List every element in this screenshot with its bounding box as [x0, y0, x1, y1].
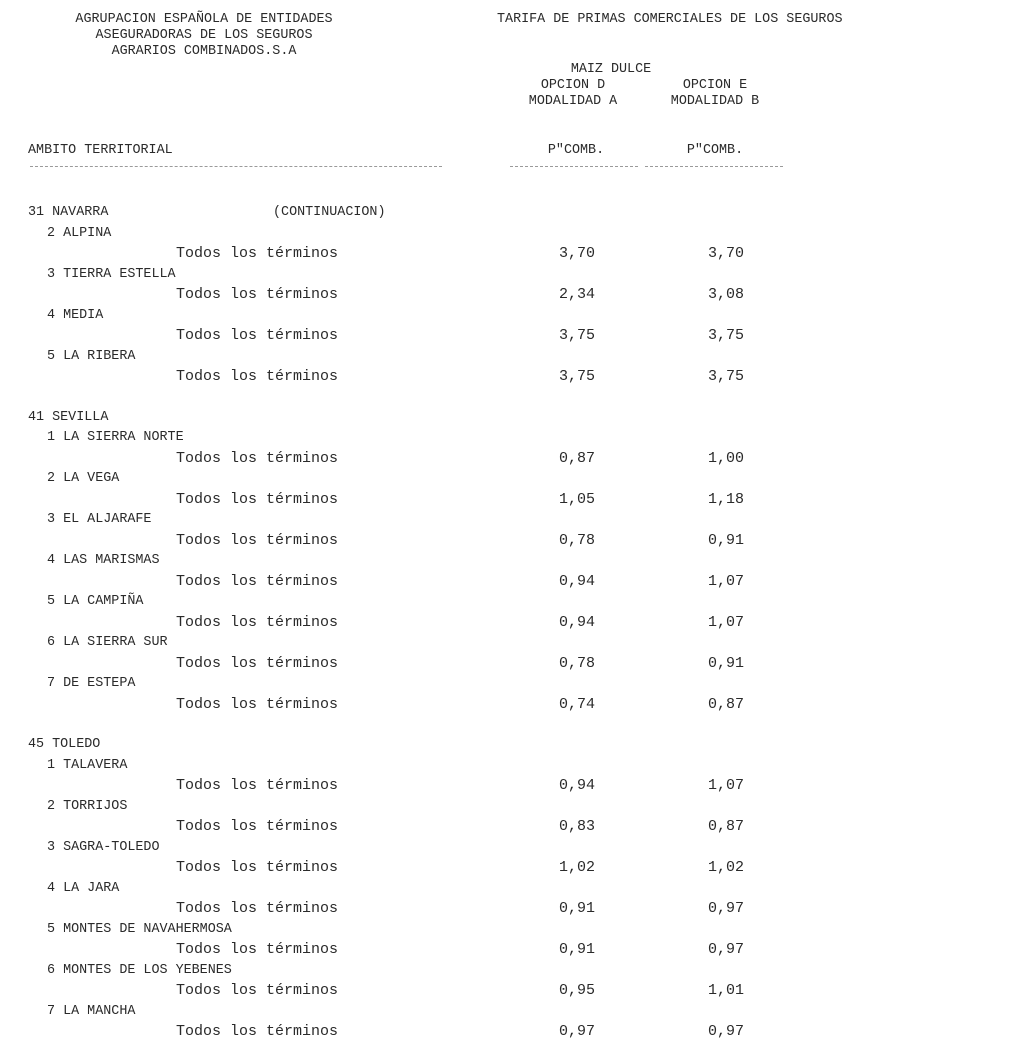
comarca-name: 6 LA SIERRA SUR — [47, 635, 168, 650]
org-line-3: AGRARIOS COMBINADOS.S.A — [111, 44, 297, 59]
term-row — [0, 326, 1022, 347]
comarca-name: 1 TALAVERA — [47, 757, 128, 773]
comarca-name: 5 MONTES DE NAVAHERMOSA — [47, 921, 232, 937]
term-row — [0, 285, 1022, 306]
province-name: 31 NAVARRA — [28, 205, 109, 220]
comarca-row — [0, 756, 1022, 777]
term-label: Todos los términos — [176, 818, 339, 835]
comarca-row — [0, 592, 1022, 613]
term-row — [0, 776, 1022, 797]
org-line-1: AGRUPACION ESPAÑOLA DE ENTIDADES — [75, 12, 333, 27]
premium-value-a: 0,83 — [558, 818, 595, 835]
comarca-name: 2 ALPINA — [47, 225, 112, 241]
term-row — [0, 817, 1022, 838]
comarca-name: 3 TIERRA ESTELLA — [47, 266, 176, 282]
premium-value-b: 1,07 — [707, 777, 744, 794]
comarca-name: 1 LA SIERRA NORTE — [47, 430, 184, 445]
term-row — [0, 940, 1022, 961]
comarca-name: 7 LA MANCHA — [47, 1003, 136, 1019]
premium-value-b: 3,75 — [707, 327, 744, 344]
comarca-row — [0, 306, 1022, 327]
premium-value-a: 0,94 — [558, 572, 595, 590]
comarca-row — [0, 879, 1022, 900]
premium-value-a: 0,74 — [558, 695, 595, 713]
term-row — [0, 449, 1022, 470]
org-line-2: ASEGURADORAS DE LOS SEGUROS — [95, 28, 313, 43]
column-a-header: P"COMB. — [547, 143, 605, 158]
column-b-header: P"COMB. — [686, 143, 744, 158]
tariff-table — [0, 203, 1022, 1043]
term-label: Todos los términos — [176, 695, 339, 713]
comarca-name: 3 EL ALJARAFE — [47, 512, 152, 527]
premium-value-b: 0,87 — [707, 818, 744, 835]
premium-value-b: 0,97 — [707, 1023, 744, 1040]
comarca-row — [0, 961, 1022, 982]
term-row — [0, 858, 1022, 879]
term-label: Todos los términos — [176, 777, 339, 794]
comarca-row — [0, 633, 1022, 654]
premium-value-a: 0,78 — [558, 654, 595, 672]
comarca-name: 3 SAGRA-TOLEDO — [47, 839, 160, 855]
premium-value-a: 0,97 — [558, 1023, 595, 1040]
premium-value-b: 1,01 — [707, 982, 744, 999]
premium-value-b: 1,02 — [707, 859, 744, 876]
term-row — [0, 695, 1022, 716]
column-a-option: OPCION D — [540, 78, 606, 93]
term-row — [0, 613, 1022, 634]
premium-value-a: 0,91 — [558, 941, 595, 958]
premium-value-b: 0,91 — [707, 654, 744, 672]
comarca-row — [0, 674, 1022, 695]
comarca-row — [0, 265, 1022, 286]
premium-value-a: 0,94 — [558, 777, 595, 794]
term-label: Todos los términos — [176, 982, 339, 999]
term-label: Todos los términos — [176, 572, 339, 590]
column-b-heading — [645, 78, 785, 110]
term-row — [0, 490, 1022, 511]
term-label: Todos los términos — [176, 490, 339, 508]
premium-value-b: 3,75 — [707, 368, 744, 385]
premium-value-a: 0,95 — [558, 982, 595, 999]
comarca-row — [0, 469, 1022, 490]
premium-value-a: 0,78 — [558, 531, 595, 549]
premium-value-a: 2,34 — [558, 286, 595, 303]
term-row — [0, 981, 1022, 1002]
organization-header — [18, 12, 390, 60]
premium-value-a: 1,05 — [558, 490, 595, 508]
term-label: Todos los términos — [176, 941, 339, 958]
premium-value-b: 0,91 — [707, 531, 744, 549]
comarca-row — [0, 347, 1022, 368]
premium-value-b: 0,87 — [707, 695, 744, 713]
section-spacer — [0, 715, 1022, 735]
term-label: Todos los términos — [176, 449, 339, 467]
premium-value-a: 0,94 — [558, 613, 595, 631]
term-label: Todos los términos — [176, 900, 339, 917]
header-divider — [510, 166, 638, 167]
comarca-name: 2 LA VEGA — [47, 471, 120, 486]
province-row — [0, 408, 1022, 429]
term-label: Todos los términos — [176, 1023, 339, 1040]
comarca-row — [0, 428, 1022, 449]
province-row — [0, 203, 1022, 224]
comarca-name: 6 MONTES DE LOS YEBENES — [47, 962, 232, 978]
comarca-name: 5 LA RIBERA — [47, 348, 136, 364]
comarca-name: 2 TORRIJOS — [47, 798, 128, 814]
comarca-row — [0, 551, 1022, 572]
product-name: MAIZ DULCE — [570, 62, 652, 77]
comarca-row — [0, 224, 1022, 245]
term-label: Todos los términos — [176, 613, 339, 631]
premium-value-a: 1,02 — [558, 859, 595, 876]
province-name: 41 SEVILLA — [28, 409, 109, 425]
term-label: Todos los términos — [176, 531, 339, 549]
territory-column-header: AMBITO TERRITORIAL — [28, 143, 173, 158]
comarca-name: 4 MEDIA — [47, 307, 104, 323]
premium-value-b: 1,18 — [707, 490, 744, 508]
comarca-name: 5 LA CAMPIÑA — [47, 594, 144, 609]
comarca-row — [0, 797, 1022, 818]
section-spacer — [0, 388, 1022, 408]
header-divider — [645, 166, 783, 167]
premium-value-b: 1,07 — [707, 613, 744, 631]
term-row — [0, 1022, 1022, 1043]
premium-value-b: 1,00 — [707, 449, 744, 467]
province-name: 45 TOLEDO — [28, 737, 101, 752]
term-label: Todos los términos — [176, 327, 339, 344]
continuation-note: (CONTINUACION) — [273, 205, 386, 220]
comarca-row — [0, 920, 1022, 941]
term-label: Todos los términos — [176, 286, 339, 303]
premium-value-a: 0,87 — [558, 449, 595, 467]
premium-value-a: 3,75 — [558, 368, 595, 385]
comarca-row — [0, 510, 1022, 531]
comarca-name: 4 LA JARA — [47, 880, 120, 896]
term-row — [0, 654, 1022, 675]
premium-value-b: 3,70 — [707, 245, 744, 262]
premium-value-a: 3,70 — [558, 245, 595, 262]
term-row — [0, 244, 1022, 265]
term-row — [0, 531, 1022, 552]
premium-value-a: 3,75 — [558, 327, 595, 344]
term-label: Todos los términos — [176, 245, 339, 262]
premium-value-b: 0,97 — [707, 941, 744, 958]
column-a-modality: MODALIDAD A — [528, 94, 618, 109]
term-row — [0, 899, 1022, 920]
tariff-title: TARIFA DE PRIMAS COMERCIALES DE LOS SEGUROS — [497, 12, 843, 27]
comarca-row — [0, 1002, 1022, 1023]
comarca-name: 7 DE ESTEPA — [47, 676, 136, 691]
term-label: Todos los términos — [176, 654, 339, 672]
column-a-heading — [507, 78, 639, 110]
premium-value-b: 1,07 — [707, 572, 744, 590]
term-label: Todos los términos — [176, 368, 339, 385]
header-divider — [30, 166, 442, 167]
comarca-row — [0, 838, 1022, 859]
term-row — [0, 572, 1022, 593]
premium-value-b: 3,08 — [707, 286, 744, 303]
column-b-option: OPCION E — [682, 78, 748, 93]
comarca-name: 4 LAS MARISMAS — [47, 553, 160, 568]
term-row — [0, 367, 1022, 388]
term-label: Todos los términos — [176, 859, 339, 876]
column-b-modality: MODALIDAD B — [670, 94, 760, 109]
premium-value-a: 0,91 — [558, 900, 595, 917]
premium-value-b: 0,97 — [707, 900, 744, 917]
province-row — [0, 735, 1022, 756]
